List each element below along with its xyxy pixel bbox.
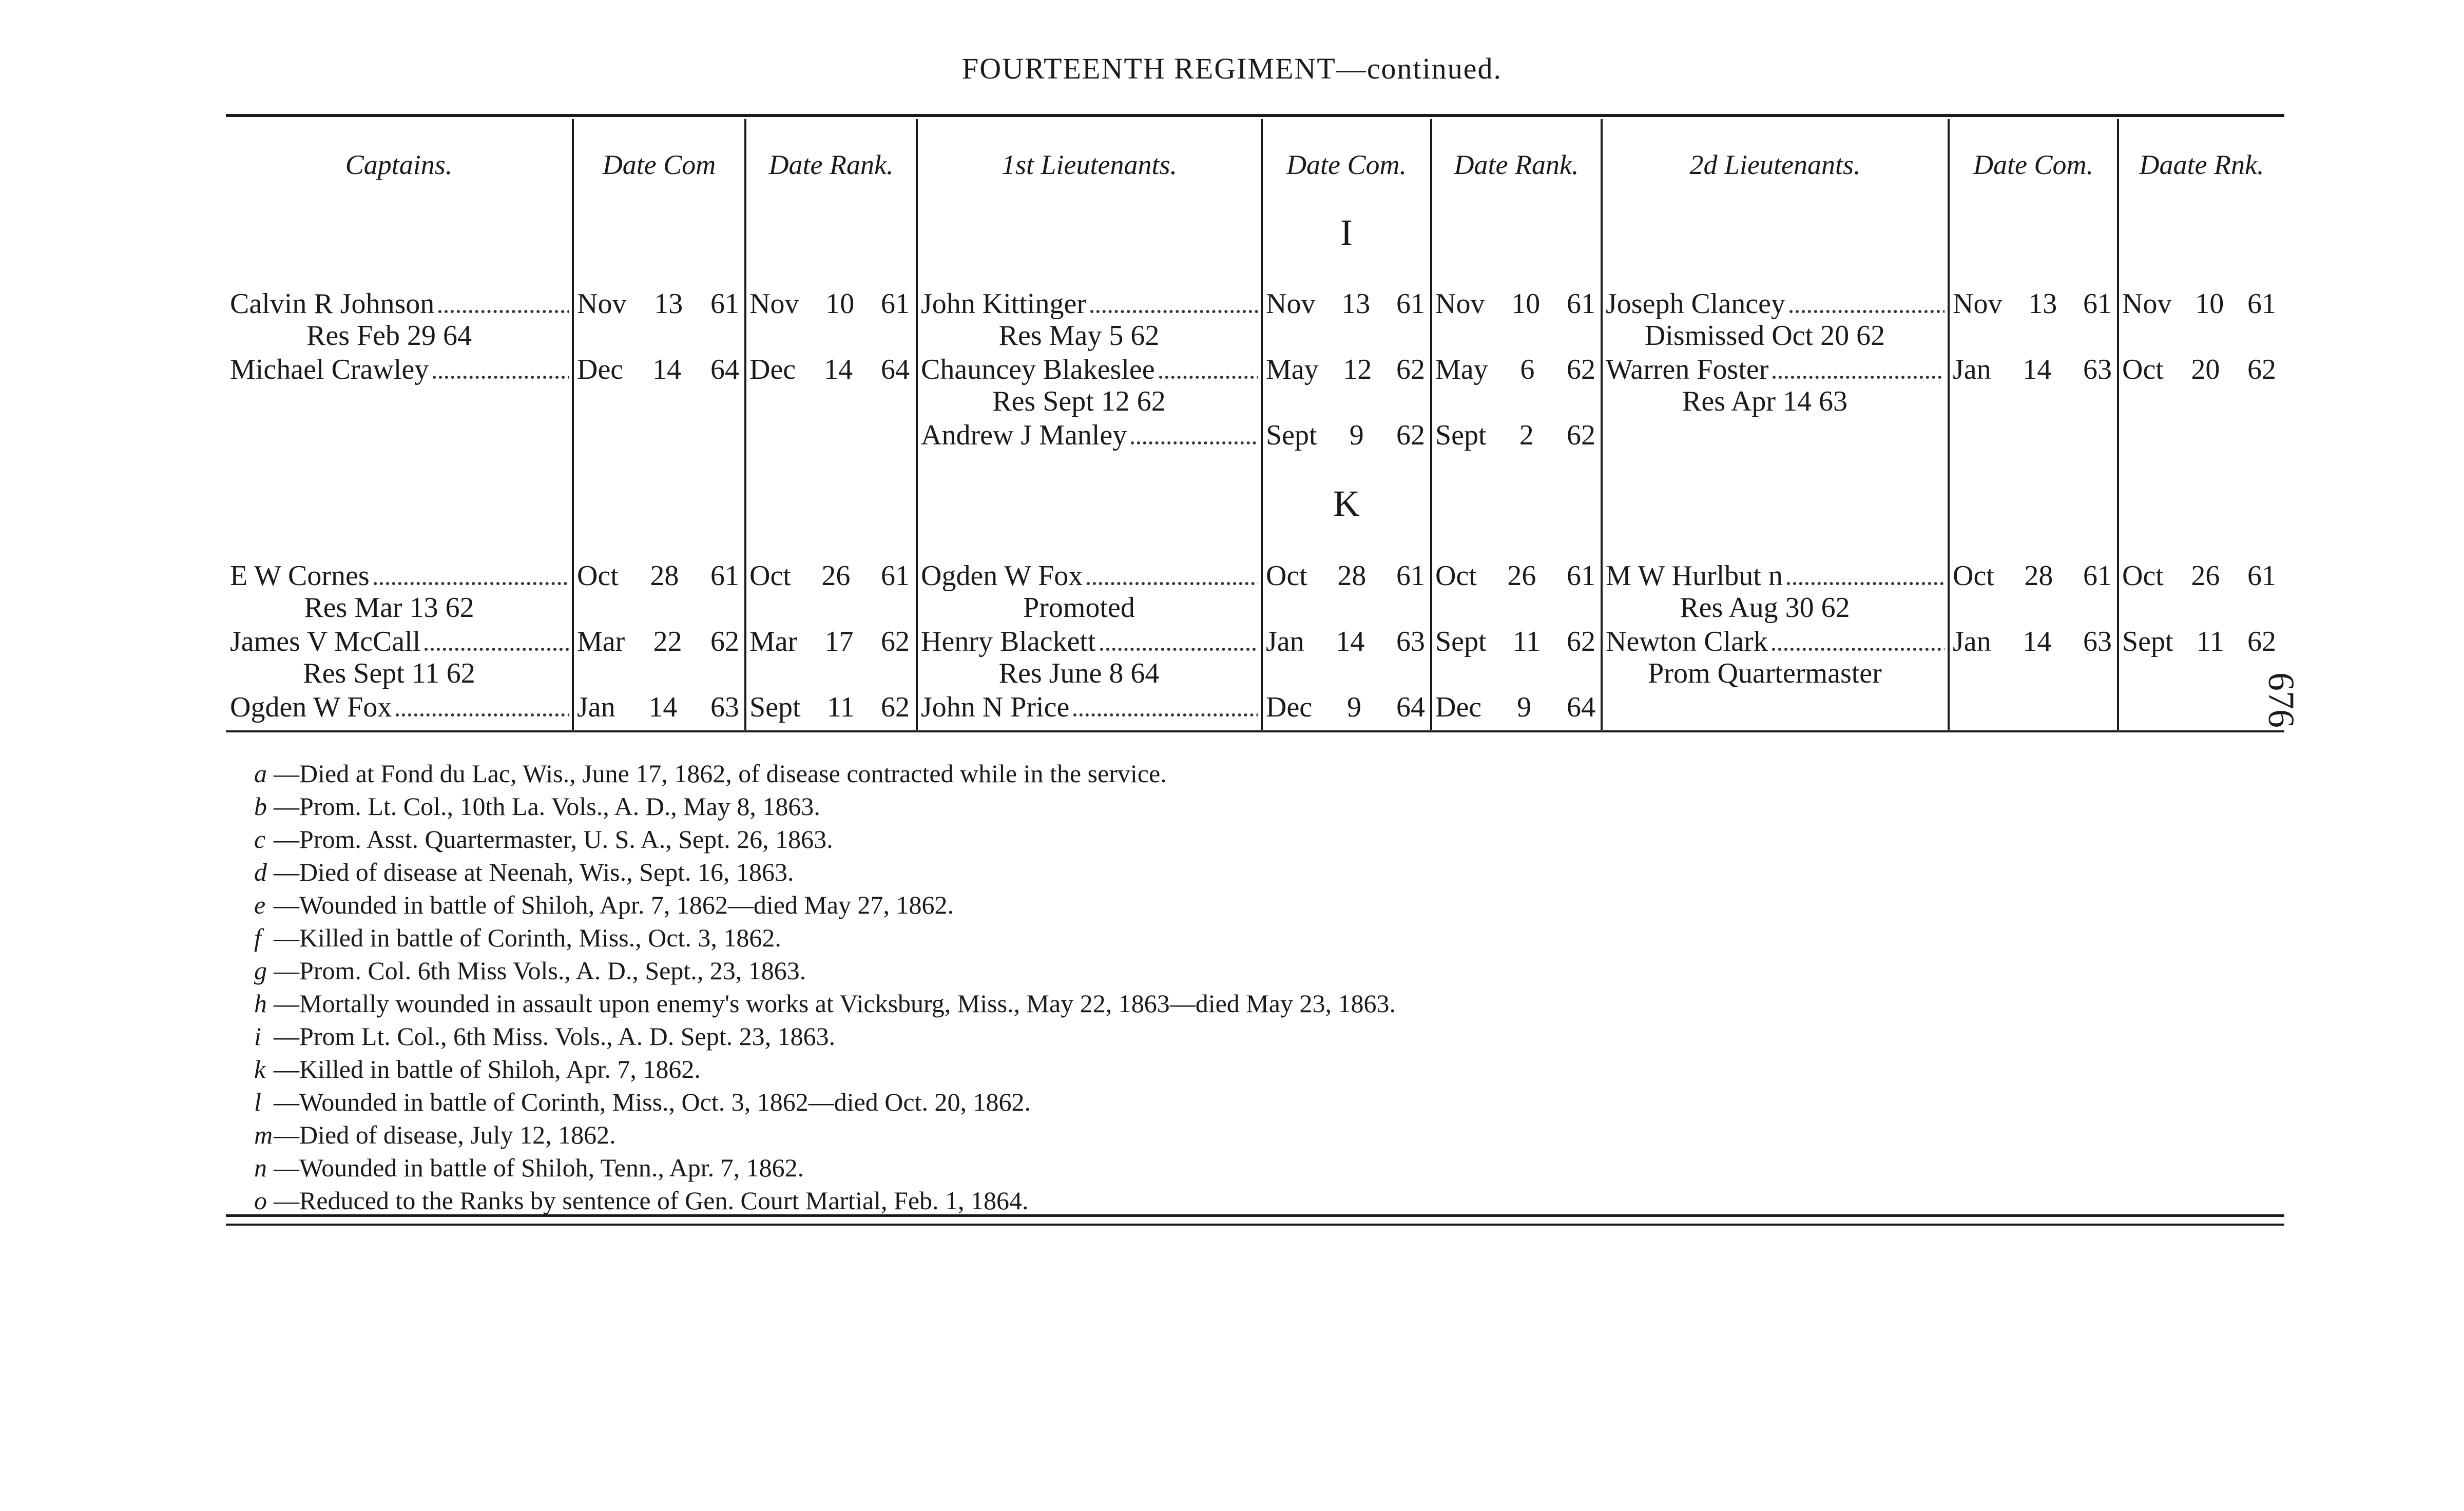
footnote-key: a xyxy=(254,759,267,788)
officer-name xyxy=(230,559,569,592)
title-suffix: —continued. xyxy=(1336,52,1503,85)
date-part: Oct xyxy=(577,560,619,592)
officer-name-text: Chauncey Blakeslee xyxy=(921,354,1155,385)
date-part: Dec xyxy=(749,354,796,385)
date-part: Jan xyxy=(1266,626,1304,657)
footnote-key: d xyxy=(254,858,267,886)
date-part: Nov xyxy=(1953,288,2003,320)
footnote xyxy=(254,888,1396,921)
footnote xyxy=(254,856,1396,888)
date-commission xyxy=(1266,559,1425,592)
date-part: 6 xyxy=(1520,354,1535,385)
date-part: 11 xyxy=(2196,626,2224,657)
date-part: 63 xyxy=(2083,626,2112,657)
date-part: 26 xyxy=(821,560,851,592)
footnote-text: —Died at Fond du Lac, Wis., June 17, 1862, of disease contracted while in the service. xyxy=(274,759,1167,788)
date-part: 28 xyxy=(650,560,679,592)
officer-name xyxy=(921,287,1258,320)
dot-leader xyxy=(438,310,569,313)
officer-remark: Res Mar 13 62 xyxy=(304,592,474,624)
footnote-key: h xyxy=(254,989,267,1018)
date-commission xyxy=(1266,353,1425,386)
date-part: 64 xyxy=(1396,691,1425,723)
header-date-rank-2: Date Rank. xyxy=(1454,149,1579,180)
date-part: 12 xyxy=(1343,354,1372,385)
date-part: 13 xyxy=(654,288,683,320)
date-part: 14 xyxy=(2023,626,2052,657)
officer-name-text: Joseph Clancey xyxy=(1606,288,1785,320)
column-divider xyxy=(1261,119,1263,730)
date-part: Oct xyxy=(2122,560,2164,592)
dot-leader xyxy=(1131,441,1258,444)
officer-remark: Prom Quartermaster xyxy=(1648,657,1882,689)
date-rank xyxy=(1435,287,1595,320)
column-divider xyxy=(1601,119,1603,730)
dot-leader xyxy=(1087,582,1258,585)
date-part: 62 xyxy=(2247,354,2276,385)
footnote xyxy=(254,1118,1396,1151)
date-commission xyxy=(577,353,739,386)
date-part: 62 xyxy=(1567,354,1595,385)
date-part: Oct xyxy=(1435,560,1477,592)
date-part: Nov xyxy=(1266,288,1316,320)
date-part: 62 xyxy=(1567,419,1595,451)
date-part: 61 xyxy=(2083,560,2112,592)
dot-leader xyxy=(1090,310,1258,313)
footnote xyxy=(254,1053,1396,1086)
date-part: 62 xyxy=(1566,626,1595,657)
date-part: Sept xyxy=(1435,626,1487,657)
footnote-text: —Wounded in battle of Corinth, Miss., Oct. 3, 1862—died Oct. 20, 1862. xyxy=(274,1088,1031,1116)
date-commission xyxy=(1266,419,1425,452)
date-part: 9 xyxy=(1347,691,1362,723)
date-rank xyxy=(749,625,910,658)
officer-name-text: Andrew J Manley xyxy=(921,419,1127,451)
dot-leader xyxy=(1772,648,1945,651)
date-part: 62 xyxy=(2247,626,2276,657)
column-divider xyxy=(744,119,746,730)
officer-name xyxy=(1606,559,1945,592)
date-part: 14 xyxy=(652,354,682,385)
column-divider xyxy=(572,119,574,730)
officer-name-text: Ogden W Fox xyxy=(921,560,1083,592)
company-letter: I xyxy=(1340,212,1353,253)
dot-leader xyxy=(433,376,569,379)
footnote-text: —Died of disease at Neenah, Wis., Sept. 16, 1863. xyxy=(274,858,794,886)
date-commission xyxy=(1953,287,2112,320)
date-part: Dec xyxy=(577,354,624,385)
footnote xyxy=(254,1020,1396,1053)
date-part: Sept xyxy=(1266,419,1317,451)
date-part: 11 xyxy=(1512,626,1541,657)
date-part: 14 xyxy=(824,354,853,385)
date-part: Nov xyxy=(1435,288,1485,320)
title-main: FOURTEENTH REGIMENT xyxy=(961,52,1336,85)
date-part: 28 xyxy=(1337,560,1366,592)
footnote-text: —Prom. Lt. Col., 10th La. Vols., A. D., May 8, 1863. xyxy=(274,792,820,821)
officer-name-text: Michael Crawley xyxy=(230,354,429,385)
date-part: 61 xyxy=(1566,560,1595,592)
date-commission xyxy=(1953,559,2112,592)
officer-name xyxy=(921,419,1258,452)
page-number: 676 xyxy=(2261,672,2302,728)
header-second-lieutenants: 2d Lieutenants. xyxy=(1689,149,1861,180)
officer-name xyxy=(1606,287,1945,320)
date-part: 28 xyxy=(2024,560,2053,592)
footnote xyxy=(254,1151,1396,1184)
footnote-text: —Mortally wounded in assault upon enemy's works at Vicksburg, Miss., May 22, 1863—died May 23, 1863. xyxy=(274,989,1396,1018)
date-rank xyxy=(749,559,910,592)
footnote xyxy=(254,790,1396,823)
column-divider xyxy=(916,119,918,730)
footnote-key: o xyxy=(254,1186,267,1215)
header-date-com-3: Date Com. xyxy=(1973,149,2093,180)
date-part: 9 xyxy=(1517,691,1532,723)
dot-leader xyxy=(1787,582,1945,585)
officer-remark: Res Feb 29 64 xyxy=(306,320,472,352)
date-part: 26 xyxy=(1507,560,1536,592)
date-commission xyxy=(1953,625,2112,658)
date-part: Oct xyxy=(2122,354,2164,385)
date-part: 62 xyxy=(1396,419,1425,451)
date-rank xyxy=(749,691,910,724)
date-part: 14 xyxy=(2023,354,2052,385)
header-date-rank-1: Date Rank. xyxy=(768,149,894,180)
date-rank xyxy=(1435,559,1595,592)
column-divider xyxy=(1948,119,1950,730)
officer-name-text: Ogden W Fox xyxy=(230,691,392,723)
date-part: 63 xyxy=(2083,354,2112,385)
date-rank xyxy=(1435,419,1595,452)
date-part: 61 xyxy=(710,560,739,592)
footnote xyxy=(254,987,1396,1020)
date-part: 64 xyxy=(881,354,910,385)
date-rank xyxy=(2122,287,2276,320)
officer-name-text: Newton Clark xyxy=(1606,626,1768,657)
date-part: May xyxy=(1266,354,1319,385)
date-part: 62 xyxy=(880,626,910,657)
footnote-text: —Prom Lt. Col., 6th Miss. Vols., A. D. Sept. 23, 1863. xyxy=(274,1022,836,1051)
date-part: Dec xyxy=(1266,691,1313,723)
footnotes xyxy=(254,757,1396,1217)
date-part: 61 xyxy=(880,288,910,320)
officer-remark: Res Aug 30 62 xyxy=(1680,592,1850,624)
date-rank xyxy=(749,287,910,320)
footnote-key: m xyxy=(254,1120,273,1149)
date-part: 61 xyxy=(2247,560,2276,592)
officer-name xyxy=(921,625,1258,658)
date-commission xyxy=(1266,691,1425,724)
officer-name-text: M W Hurlbut n xyxy=(1606,560,1783,592)
date-part: 64 xyxy=(1567,691,1595,723)
officer-name-text: Henry Blackett xyxy=(921,626,1096,657)
date-part: Sept xyxy=(749,691,801,723)
date-part: Oct xyxy=(1266,560,1307,592)
date-part: Jan xyxy=(1953,626,1991,657)
officer-name xyxy=(230,625,569,658)
date-rank xyxy=(2122,559,2276,592)
company-letter: K xyxy=(1333,483,1360,524)
footnote-text: —Reduced to the Ranks by sentence of Gen. Court Martial, Feb. 1, 1864. xyxy=(274,1186,1029,1215)
dot-leader xyxy=(425,648,569,651)
date-part: Dec xyxy=(1435,691,1482,723)
date-rank xyxy=(1435,353,1595,386)
date-part: 61 xyxy=(1396,288,1425,320)
date-part: 14 xyxy=(1336,626,1365,657)
footnote-text: —Killed in battle of Shiloh, Apr. 7, 1862. xyxy=(274,1055,701,1083)
date-part: Nov xyxy=(749,288,799,320)
footnote xyxy=(254,921,1396,954)
header-captains: Captains. xyxy=(345,149,453,180)
footnote xyxy=(254,823,1396,856)
date-part: Jan xyxy=(1953,354,1991,385)
date-part: 17 xyxy=(824,626,854,657)
dot-leader xyxy=(1100,648,1258,651)
officer-name-text: John Kittinger xyxy=(921,288,1086,320)
footnote-key: g xyxy=(254,956,267,985)
footnote-text: —Wounded in battle of Shiloh, Apr. 7, 1862—died May 27, 1862. xyxy=(274,890,954,919)
date-rank xyxy=(2122,353,2276,386)
date-part: Oct xyxy=(1953,560,1994,592)
footnote-text: —Prom. Asst. Quartermaster, U. S. A., Sept. 26, 1863. xyxy=(274,825,833,854)
header-first-lieutenants: 1st Lieutenants. xyxy=(1001,149,1177,180)
date-rank xyxy=(749,353,910,386)
date-rank xyxy=(1435,691,1595,724)
officer-name-text: E W Cornes xyxy=(230,560,370,592)
date-part: 10 xyxy=(1511,288,1541,320)
footnote-text: —Killed in battle of Corinth, Miss., Oct. 3, 1862. xyxy=(274,923,781,952)
date-part: 13 xyxy=(2028,288,2057,320)
date-part: 61 xyxy=(2247,288,2276,320)
officer-name xyxy=(1606,353,1945,386)
date-part: 61 xyxy=(1566,288,1595,320)
header-date-com-1: Date Com xyxy=(602,149,716,180)
footnote-key: l xyxy=(254,1088,261,1116)
officer-remark: Res May 5 62 xyxy=(998,320,1160,352)
date-part: 10 xyxy=(2195,288,2224,320)
date-commission xyxy=(577,625,739,658)
date-commission xyxy=(577,559,739,592)
date-part: 61 xyxy=(2083,288,2112,320)
officer-name-text: John N Price xyxy=(921,691,1070,723)
dot-leader xyxy=(374,582,569,585)
officer-name xyxy=(921,559,1258,592)
column-divider xyxy=(1430,119,1432,730)
table-bottom-rule xyxy=(226,730,2284,732)
date-commission xyxy=(577,287,739,320)
officer-remark: Res Sept 11 62 xyxy=(303,657,475,689)
footnote-key: f xyxy=(254,923,261,952)
date-part: 63 xyxy=(710,691,739,723)
officer-remark: Promoted xyxy=(1023,592,1135,624)
header-date-rank-3: Daate Rnk. xyxy=(2139,149,2264,180)
date-commission xyxy=(1266,625,1425,658)
footnote-key: n xyxy=(254,1153,267,1182)
date-part: 2 xyxy=(1519,419,1534,451)
footnote xyxy=(254,1086,1396,1118)
date-part: Nov xyxy=(2122,288,2172,320)
date-part: 26 xyxy=(2191,560,2220,592)
officer-name xyxy=(230,353,569,386)
date-part: Mar xyxy=(577,626,625,657)
footnote-key: k xyxy=(254,1055,266,1083)
footnote-key: e xyxy=(254,890,266,919)
page-title xyxy=(0,51,2464,86)
officer-remark: Res Sept 12 62 xyxy=(992,385,1166,417)
date-part: 22 xyxy=(653,626,682,657)
date-part: 61 xyxy=(1396,560,1425,592)
date-commission xyxy=(1266,287,1425,320)
date-part: May xyxy=(1435,354,1488,385)
date-part: 62 xyxy=(880,691,910,723)
footnote xyxy=(254,1184,1396,1217)
date-rank xyxy=(1435,625,1595,658)
footnote-key: c xyxy=(254,825,266,854)
date-part: Jan xyxy=(577,691,615,723)
date-commission xyxy=(1953,353,2112,386)
dot-leader xyxy=(396,713,569,716)
dot-leader xyxy=(1789,310,1945,313)
dot-leader xyxy=(1073,713,1258,716)
date-part: 62 xyxy=(1396,354,1425,385)
date-part: 64 xyxy=(710,354,739,385)
date-part: 61 xyxy=(880,560,910,592)
officer-name xyxy=(230,287,569,320)
date-part: 11 xyxy=(826,691,855,723)
date-part: 61 xyxy=(710,288,739,320)
date-part: 20 xyxy=(2191,354,2220,385)
header-date-com-2: Date Com. xyxy=(1286,149,1407,180)
footnote xyxy=(254,954,1396,987)
officer-name-text: Calvin R Johnson xyxy=(230,288,435,320)
date-part: Sept xyxy=(1435,419,1487,451)
date-part: Nov xyxy=(577,288,627,320)
officer-name-text: James V McCall xyxy=(230,626,421,657)
footnote-text: —Wounded in battle of Shiloh, Tenn., Apr. 7, 1862. xyxy=(274,1153,804,1182)
date-part: 9 xyxy=(1349,419,1364,451)
footnote-key: b xyxy=(254,792,267,821)
date-commission xyxy=(577,691,739,724)
date-part: Mar xyxy=(749,626,798,657)
date-part: 62 xyxy=(710,626,739,657)
date-part: 10 xyxy=(825,288,855,320)
dot-leader xyxy=(1773,376,1945,379)
officer-name xyxy=(230,691,569,724)
footnote-text: —Prom. Col. 6th Miss Vols., A. D., Sept., 23, 1863. xyxy=(274,956,806,985)
officer-name xyxy=(921,691,1258,724)
notes-bottom-rule-2 xyxy=(226,1224,2284,1226)
footnote-key: i xyxy=(254,1022,261,1051)
officer-remark: Dismissed Oct 20 62 xyxy=(1644,320,1885,352)
officer-name-text: Warren Foster xyxy=(1606,354,1769,385)
column-divider xyxy=(2117,119,2119,730)
top-rule xyxy=(226,114,2284,117)
officer-remark: Res Apr 14 63 xyxy=(1682,385,1847,417)
date-part: 13 xyxy=(1341,288,1371,320)
footnote xyxy=(254,757,1396,790)
date-part: Oct xyxy=(749,560,791,592)
officer-name xyxy=(1606,625,1945,658)
date-part: 63 xyxy=(1396,626,1425,657)
date-rank xyxy=(2122,625,2276,658)
officer-remark: Res June 8 64 xyxy=(998,657,1160,689)
date-part: 14 xyxy=(648,691,678,723)
footnote-text: —Died of disease, July 12, 1862. xyxy=(274,1120,616,1149)
officer-name xyxy=(921,353,1258,386)
date-part: Sept xyxy=(2122,626,2173,657)
dot-leader xyxy=(1159,376,1258,379)
